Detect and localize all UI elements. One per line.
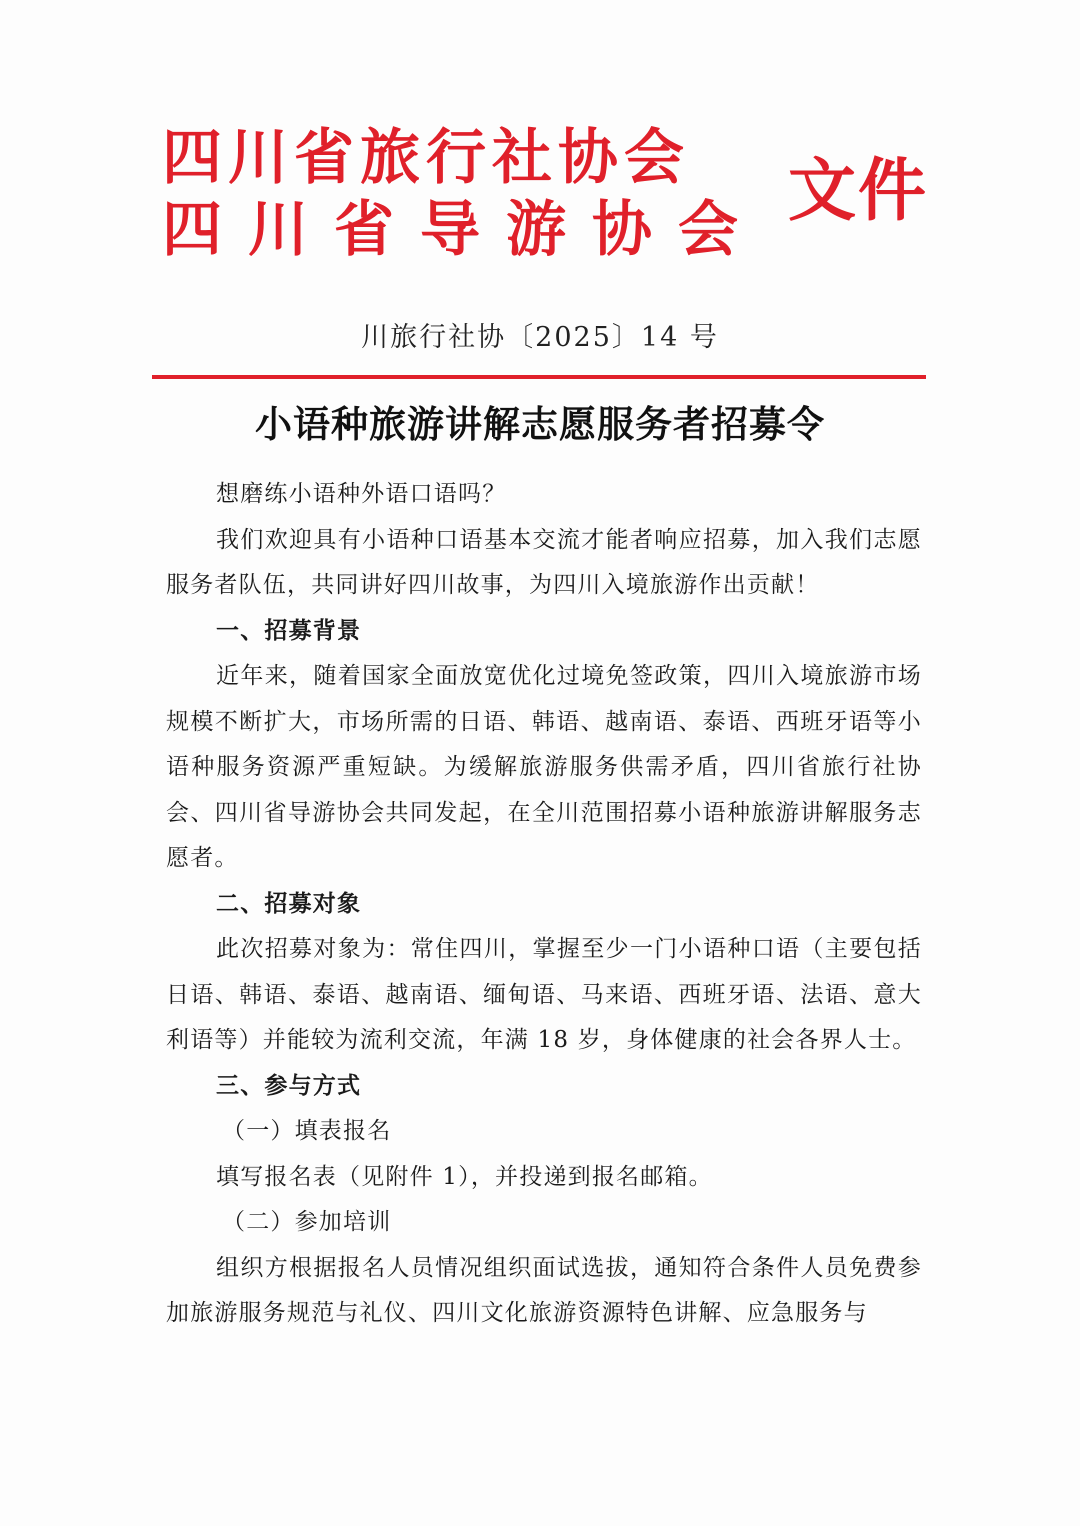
subsection-text-training: 组织方根据报名人员情况组织面试选拔，通知符合条件人员免费参加旅游服务规范与礼仪、四川文化旅游资源特色讲解、应急服务与 (166, 1254, 922, 1326)
document-number: 川旅行社协〔2025〕14 号 (361, 322, 719, 353)
section-text-background: 近年来，随着国家全面放宽优化过境免签政策，四川入境旅游市场规模不断扩大，市场所需的日语、韩语、越南语、泰语、西班牙语等小语种服务资源严重短缺。为缓解旅游服务供需矛盾，四川省旅行社协会、四川省导游协会共同发起，在全川范围招募小语种旅游讲解服务志愿者。 (166, 663, 922, 871)
red-divider-line (152, 375, 926, 379)
section-heading-target: 二、招募对象 (216, 890, 362, 917)
subsection-text-signup: 填写报名表（见附件 1），并投递到报名邮箱。 (216, 1163, 713, 1190)
issuing-organizations (162, 122, 764, 266)
subsection-heading-training: （二）参加培训 (222, 1209, 392, 1235)
section-heading-participation: 三、参与方式 (216, 1072, 362, 1099)
intro-question: 想磨练小语种外语口语吗？ (216, 481, 507, 507)
page-title: 小语种旅游讲解志愿服务者招募令 (255, 402, 825, 446)
org-name-tour-guide-association: 四川省导游协会 (162, 195, 764, 265)
section-text-target: 此次招募对象为：常住四川，掌握至少一门小语种口语（主要包括日语、韩语、泰语、越南语、缅甸语、马来语、西班牙语、法语、意大利语等）并能较为流利交流，年满 18 岁，身体健康的社会各界人士。 (166, 936, 922, 1053)
intro-invitation: 我们欢迎具有小语种口语基本交流才能者响应招募，加入我们志愿服务者队伍，共同讲好四川故事，为四川入境旅游作出贡献！ (166, 526, 922, 598)
document-body (166, 472, 922, 1337)
subsection-heading-signup: （一）填表报名 (222, 1118, 392, 1144)
section-heading-background: 一、招募背景 (216, 617, 362, 644)
document-label: 文件 (788, 152, 929, 231)
org-name-travel-agency-association: 四川省旅行社协会 (162, 123, 690, 193)
